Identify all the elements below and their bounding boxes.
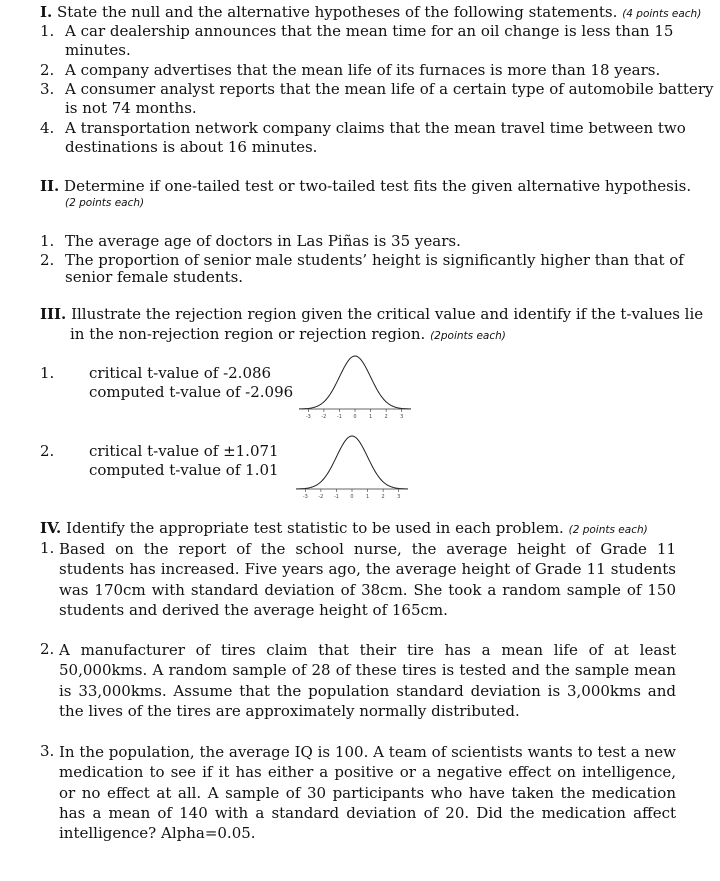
section-4-title: Identify the appropriate test statistic to be used in each problem. [66, 519, 564, 537]
section-3-title-line-2: in the non-rejection region or rejection region. [70, 325, 426, 343]
section-2-title: Determine if one-tailed test or two-tailed test fits the given alternative hypothesis. [64, 177, 692, 195]
s3-item-1-normal-curve [293, 352, 417, 422]
curve-tick-label: 2 [384, 414, 388, 420]
section-3-heading-line-2 [70, 325, 506, 347]
curve-tick-label: -3 [302, 494, 308, 500]
section-4-points-note: (2 points each) [568, 524, 648, 536]
section-2-heading [40, 177, 691, 197]
s4-problem-1-number: 1. [40, 539, 55, 557]
s1-item-2-number: 2. [40, 61, 55, 79]
s1-item-3-line-1: A consumer analyst reports that the mean life of a certain type of automobile battery [65, 80, 714, 98]
s1-item-4-line-2: destinations is about 16 minutes. [65, 138, 318, 156]
s2-item-2-line-2: senior female students. [65, 268, 244, 286]
curve-tick-label: 1 [365, 494, 370, 500]
s1-item-3-number: 3. [40, 80, 55, 98]
s4-problem-2-number: 2. [40, 640, 55, 658]
s2-item-1-line-1: The average age of doctors in Las Piñas is 35 years. [65, 232, 461, 250]
curve-tick-label: -1 [333, 494, 339, 500]
s1-item-2-line-1: A company advertises that the mean life of its furnaces is more than 18 years. [65, 61, 661, 79]
s3-item-2-normal-curve [290, 432, 414, 502]
s1-item-3-line-2: is not 74 months. [65, 99, 197, 117]
bell-curve [299, 356, 411, 409]
s3-item-2-line-1: critical t-value of ±1.071 [89, 442, 279, 460]
curve-tick-label: -2 [321, 414, 327, 420]
s3-item-2-line-2: computed t-value of 1.01 [89, 461, 279, 479]
section-3-heading [40, 305, 703, 325]
curve-tick-label: -3 [305, 414, 311, 420]
s3-item-2-number: 2. [40, 442, 55, 460]
curve-tick-label: 0 [353, 414, 357, 420]
s4-problem-3-number: 3. [40, 742, 55, 760]
section-2-number: II. [40, 177, 60, 195]
s2-item-2-line-1: The proportion of senior male students’ height is significantly higher than that of [65, 251, 684, 269]
s1-item-4-number: 4. [40, 119, 55, 137]
curve-tick-label: 0 [350, 494, 354, 500]
s4-problem-2-text: A manufacturer of tires claim that their tire has a mean life of at least 50,000kms. A random sample of 28 of these tires is tested and the sample mean is 33,000kms. Assume that the population standard deviation is 3,000kms and the lives of the tires are approximately normally distributed. [59, 641, 676, 720]
section-3-points-note: (2points each) [430, 330, 506, 342]
s1-item-1-line-1: A car dealership announces that the mean time for an oil change is less than 15 [65, 22, 674, 40]
section-3-number: III. [40, 305, 67, 323]
s2-item-1-number: 1. [40, 232, 55, 250]
s1-item-1-number: 1. [40, 22, 55, 40]
s4-problem-3-text: In the population, the average IQ is 100. A team of scientists wants to test a new medication to see if it has either a positive or a negative effect on intelligence, or no effect at all. A sample of 30 participants who have taken the medication has a mean of 140 with a standard deviation of 20. Did the medication affect intelligence? Alpha=0.05. [59, 743, 676, 843]
s1-item-1-line-2: minutes. [65, 41, 131, 59]
curve-tick-label: -2 [318, 494, 324, 500]
curve-tick-label: 1 [368, 414, 373, 420]
s1-item-4-line-1: A transportation network company claims that the mean travel time between two [65, 119, 686, 137]
s4-problem-1-text: Based on the report of the school nurse, the average height of Grade 11 students has increased. Five years ago, the average height of Grade 11 students was 170cm with standard deviation of 38cm. She took a random sample of 150 students and derived the average height of 165cm. [59, 540, 676, 619]
s3-item-1-line-2: computed t-value of -2.096 [89, 383, 294, 401]
section-1-title: State the null and the alternative hypotheses of the following statements. [57, 3, 618, 21]
section-4-number: IV. [40, 519, 62, 537]
section-1-number: I. [40, 3, 53, 21]
section-2-points-note: (2 points each) [65, 197, 145, 209]
bell-curve [296, 436, 408, 489]
s3-item-1-number: 1. [40, 364, 55, 382]
section-1-points-note: (4 points each) [622, 8, 702, 20]
curve-ticks [303, 489, 400, 500]
curve-ticks [306, 409, 403, 420]
curve-tick-label: 3 [400, 414, 404, 420]
section-3-title-line-1: Illustrate the rejection region given the critical value and identify if the t-values lie [71, 305, 704, 323]
section-4-heading [40, 519, 648, 541]
s3-item-1-line-1: critical t-value of -2.086 [89, 364, 272, 382]
curve-tick-label: -1 [336, 414, 342, 420]
curve-tick-label: 2 [381, 494, 385, 500]
curve-tick-label: 3 [397, 494, 401, 500]
s2-item-2-number: 2. [40, 251, 55, 269]
